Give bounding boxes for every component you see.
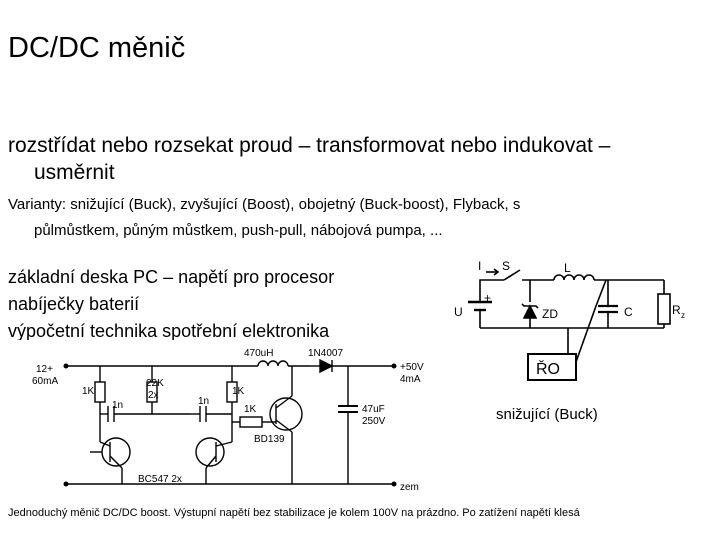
label-ground: zem <box>400 482 419 493</box>
application-item: základní deska PC – napětí pro procesor <box>8 267 335 287</box>
label-transistor-pair: BC547 2x <box>138 474 182 485</box>
application-item: nabíječky baterií <box>8 294 140 314</box>
label-plus: + <box>484 291 492 305</box>
applications-list <box>8 264 448 340</box>
label-output-current: 4mA <box>400 374 421 385</box>
label-zener: ZD <box>542 307 558 321</box>
bullet-variants-line2: půlmůstkem, půným můstkem, push-pull, nábojová pumpa, ... <box>34 222 443 239</box>
label-load-sub: z <box>681 311 685 320</box>
label-r3: 1K <box>232 386 245 397</box>
buck-converter-schematic <box>438 258 690 390</box>
label-c1: 1n <box>112 400 124 411</box>
bullet-conversion-line1: rozstřídat nebo rozsekat proud – transformovat nebo indukovat – <box>8 134 611 157</box>
label-diode: 1N4007 <box>308 348 344 359</box>
label-load: R <box>672 303 681 317</box>
slide-title: DC/DC měnič <box>8 32 186 64</box>
bullet-conversion <box>8 132 708 186</box>
label-main-transistor: BD139 <box>254 434 285 445</box>
label-r4: 1K <box>244 404 257 415</box>
footnote: Jednoduchý měnič DC/DC boost. Výstupní napětí bez stabilizace je kolem 100V na prázdno. Po zatížení napětí klesá <box>8 507 580 519</box>
label-inductor: L <box>564 261 571 275</box>
label-inductor: 470uH <box>244 348 274 359</box>
label-supply-current: 60mA <box>32 376 59 387</box>
bullet-variants-line1: Varianty: snižující (Buck), zvyšující (Boost), obojetný (Buck-boost), Flyback, s <box>8 196 521 213</box>
boost-converter-schematic <box>30 344 440 500</box>
label-r2: 22K <box>146 378 164 389</box>
bullet-variants <box>8 192 708 244</box>
label-capacitor: C <box>624 305 633 319</box>
label-r2-count: 2x <box>148 390 159 401</box>
label-current: I <box>478 259 482 273</box>
label-output-cap-voltage: 250V <box>362 416 386 427</box>
label-r1: 1K <box>82 386 95 397</box>
label-voltage: U <box>454 305 463 319</box>
label-output-voltage: +50V <box>400 362 424 373</box>
label-supply: 12+ <box>36 364 53 375</box>
application-item: výpočetní technika spotřební elektronika <box>8 321 330 340</box>
label-switch: S <box>502 259 511 273</box>
label-output-cap: 47uF <box>362 404 385 415</box>
label-c2: 1n <box>198 396 210 407</box>
buck-caption: snižující (Buck) <box>496 406 598 423</box>
bullet-conversion-line2: usměrnit <box>34 161 115 184</box>
bullet-applications <box>8 264 448 340</box>
label-control-block: ŘO <box>536 361 560 378</box>
